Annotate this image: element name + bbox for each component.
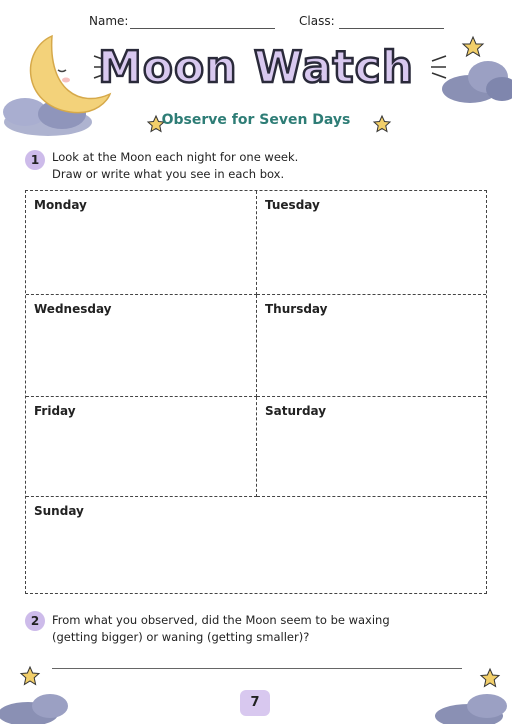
question-1-line-1: Look at the Moon each night for one week. xyxy=(52,150,299,164)
day-box-saturday[interactable] xyxy=(257,397,486,497)
day-label: Wednesday xyxy=(34,302,112,316)
day-box-thursday[interactable] xyxy=(257,295,486,397)
star-icon xyxy=(20,666,40,686)
day-label: Tuesday xyxy=(265,198,320,212)
name-field[interactable] xyxy=(130,28,275,29)
day-box-monday[interactable] xyxy=(26,191,257,295)
question-2-line-2: (getting bigger) or waning (getting smaller)? xyxy=(52,630,310,644)
day-box-friday[interactable] xyxy=(26,397,257,497)
day-label: Saturday xyxy=(265,404,327,418)
question-2-line-1: From what you observed, did the Moon seem to be waxing xyxy=(52,613,390,627)
day-label: Sunday xyxy=(34,504,84,518)
page-title: Moon Watch xyxy=(98,42,414,93)
page-number: 7 xyxy=(240,690,270,716)
answer-line[interactable] xyxy=(52,668,462,669)
question-1-text xyxy=(52,149,298,183)
question-1-line-2: Draw or write what you see in each box. xyxy=(52,167,285,181)
day-box-sunday[interactable] xyxy=(26,497,486,593)
star-icon xyxy=(462,36,484,58)
day-box-tuesday[interactable] xyxy=(257,191,486,295)
days-grid xyxy=(25,190,487,594)
day-label: Friday xyxy=(34,404,76,418)
day-label: Thursday xyxy=(265,302,328,316)
class-label: Class: xyxy=(299,14,335,28)
day-box-wednesday[interactable] xyxy=(26,295,257,397)
cloud-icon xyxy=(425,692,512,724)
day-label: Monday xyxy=(34,198,87,212)
class-field[interactable] xyxy=(339,28,444,29)
question-1-number: 1 xyxy=(25,150,45,170)
question-2-text xyxy=(52,612,390,646)
name-label: Name: xyxy=(89,14,129,28)
question-2-number: 2 xyxy=(25,611,45,631)
cloud-icon xyxy=(0,690,80,724)
star-icon xyxy=(480,668,500,688)
page-subtitle: Observe for Seven Days xyxy=(161,112,351,128)
cloud-icon xyxy=(440,55,512,105)
